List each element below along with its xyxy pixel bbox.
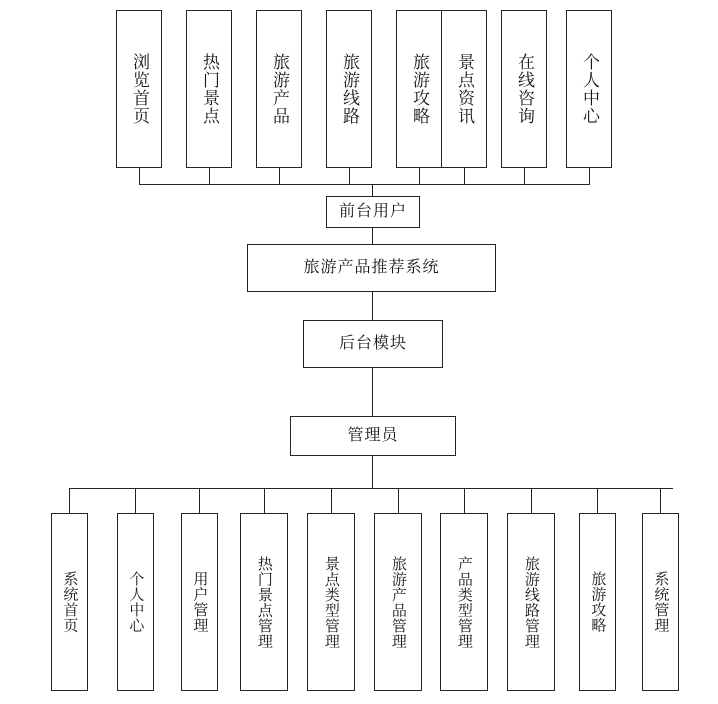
node-front-user: 前台用户 — [326, 196, 420, 228]
node-system: 旅游产品推荐系统 — [247, 244, 496, 292]
connector-admin-3 — [264, 488, 265, 513]
connector-admin-2 — [199, 488, 200, 513]
connector-admin-9 — [660, 488, 661, 513]
node-front-browse-home: 浏览首页 — [116, 10, 162, 168]
node-admin-hot-attraction-management: 热门景点管理 — [240, 513, 288, 691]
node-front-travel-guides: 旅游攻略 — [396, 10, 442, 168]
connector-front-user-to-system — [372, 228, 373, 244]
bus-front-end — [139, 184, 590, 185]
connector-admin-to-bus — [372, 456, 373, 488]
bus-admin — [69, 488, 673, 489]
node-admin: 管理员 — [290, 416, 456, 456]
node-front-travel-routes: 旅游线路 — [326, 10, 372, 168]
connector-front-0 — [139, 168, 140, 184]
connector-front-4 — [419, 168, 420, 184]
connector-admin-6 — [464, 488, 465, 513]
connector-admin-7 — [531, 488, 532, 513]
connector-admin-5 — [398, 488, 399, 513]
node-front-travel-products: 旅游产品 — [256, 10, 302, 168]
connector-backend-to-admin — [372, 368, 373, 416]
connector-system-to-backend — [372, 292, 373, 320]
node-backend-module: 后台模块 — [303, 320, 443, 368]
connector-admin-1 — [135, 488, 136, 513]
connector-bus-to-front-user — [372, 184, 373, 196]
connector-admin-8 — [597, 488, 598, 513]
connector-front-1 — [209, 168, 210, 184]
node-front-personal-center: 个人中心 — [566, 10, 612, 168]
node-admin-attraction-type-management: 景点类型管理 — [307, 513, 355, 691]
node-front-online-consult: 在线咨询 — [501, 10, 547, 168]
node-admin-travel-route-management: 旅游线路管理 — [507, 513, 555, 691]
connector-front-3 — [349, 168, 350, 184]
node-admin-user-management: 用户管理 — [181, 513, 218, 691]
node-admin-system-management: 系统管理 — [642, 513, 679, 691]
connector-front-7 — [589, 168, 590, 184]
connector-admin-0 — [69, 488, 70, 513]
connector-admin-4 — [331, 488, 332, 513]
node-front-attraction-news: 景点资讯 — [441, 10, 487, 168]
connector-front-2 — [279, 168, 280, 184]
node-admin-travel-product-management: 旅游产品管理 — [374, 513, 422, 691]
node-admin-travel-guides: 旅游攻略 — [579, 513, 616, 691]
node-admin-system-home: 系统首页 — [51, 513, 88, 691]
node-admin-product-type-management: 产品类型管理 — [440, 513, 488, 691]
node-admin-personal-center: 个人中心 — [117, 513, 154, 691]
node-front-hot-attractions: 热门景点 — [186, 10, 232, 168]
connector-front-5 — [464, 168, 465, 184]
connector-front-6 — [524, 168, 525, 184]
